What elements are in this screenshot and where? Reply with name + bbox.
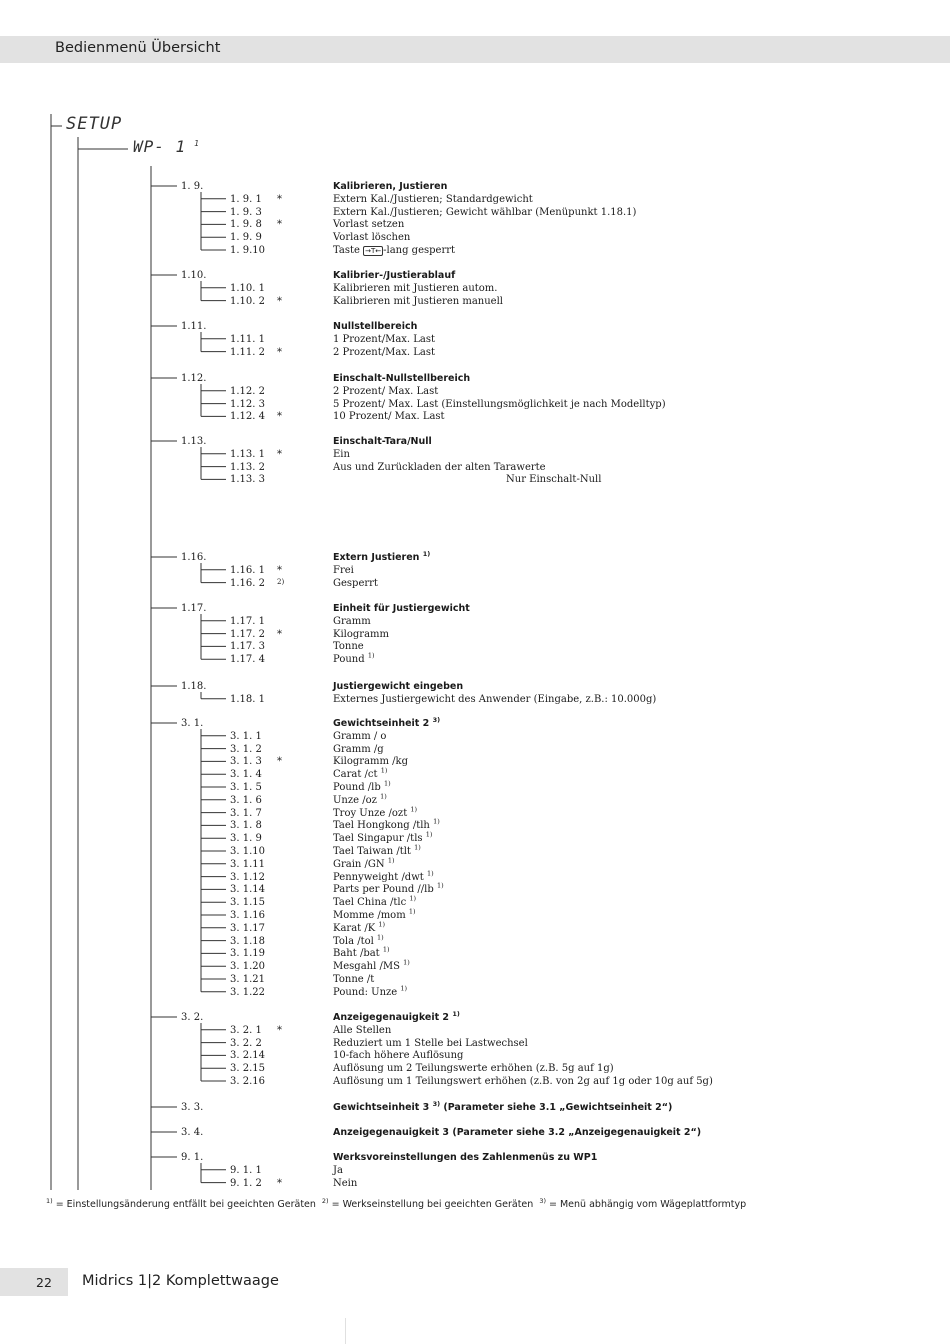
item-text-label: 10-fach höhere Auflösung	[333, 1050, 464, 1062]
group-title-suffix: (Parameter siehe 3.1 „Gewichtseinheit 2“)	[440, 1102, 673, 1113]
group-title-text: Anzeigegenauigkeit 3 (Parameter siehe 3.2 „Anzeigegenauigkeit 2“)	[333, 1127, 702, 1138]
group-title-text: Einschalt-Nullstellbereich	[333, 373, 471, 384]
group-title-text: Gewichtseinheit 3	[333, 1102, 430, 1113]
item-text-label: Karat /K	[333, 922, 376, 934]
group-title-text: Nullstellbereich	[333, 321, 418, 332]
item-code: 3. 1.11	[230, 858, 265, 870]
item-code: 3. 1. 2	[230, 743, 262, 755]
item-text-label: Pennyweight /dwt	[333, 871, 424, 883]
item-text	[333, 1178, 357, 1190]
item-text	[333, 1165, 343, 1177]
footnote-item	[46, 1196, 316, 1210]
item-text-label: Auflösung um 1 Teilungswert erhöhen (z.B. von 2g auf 1g oder 10g auf 5g)	[333, 1076, 713, 1087]
group-code: 9. 1.	[181, 1152, 204, 1163]
footnote-item	[321, 1196, 534, 1210]
footnote-mark: 1)	[367, 651, 375, 660]
item-text-label: Tael Hongkong /tlh	[333, 820, 430, 832]
item-text-label: Pound /lb	[333, 782, 381, 793]
item-text-label: Kilogramm	[333, 628, 389, 640]
item-text	[333, 894, 417, 909]
item-code: 3. 1.15	[230, 897, 265, 909]
item-text	[506, 474, 601, 486]
item-code: 3. 2.14	[230, 1050, 265, 1062]
item-text	[333, 694, 656, 706]
item-text-label: Pound: Unze	[333, 986, 398, 998]
group-title	[333, 321, 417, 333]
group-title-text: Anzeigegenauigkeit 2	[333, 1012, 450, 1023]
item-text-label: 10 Prozent/ Max. Last	[333, 411, 445, 423]
footnote-mark: 1)	[425, 830, 433, 839]
item-text	[333, 1076, 713, 1088]
item-code: 1.11. 1	[230, 333, 265, 345]
item-text-label: Tael Taiwan /tlt	[333, 846, 411, 857]
item-code: 3. 2.15	[230, 1063, 265, 1075]
item-text	[333, 411, 445, 423]
footnote-mark: 1)	[46, 1196, 53, 1205]
footnotes	[46, 1196, 752, 1210]
default-star: *	[277, 346, 282, 358]
item-text	[333, 629, 389, 641]
item-code: 9. 1. 2	[230, 1177, 262, 1189]
default-star: *	[277, 411, 282, 423]
group-code: 1.12.	[181, 373, 207, 384]
default-star: *	[277, 219, 282, 231]
item-code: 3. 1. 3	[230, 756, 262, 768]
crop-mark	[345, 1318, 346, 1344]
item-text-label: Gramm	[333, 615, 371, 627]
item-text-label: Aus und Zurückladen der alten Tarawerte	[333, 461, 546, 473]
item-text	[333, 449, 350, 461]
item-text	[333, 907, 416, 922]
footnote-text: = Menü abhängig vom Wägeplattformtyp	[545, 1199, 747, 1210]
group-title	[333, 681, 463, 693]
group-code: 3. 1.	[181, 718, 204, 729]
item-text	[333, 194, 533, 206]
item-text	[333, 805, 418, 820]
item-text-label: 1 Prozent/Max. Last	[333, 333, 436, 345]
group-title-text: Einheit für Justiergewicht	[333, 603, 470, 614]
group-code: 1.11.	[181, 321, 207, 332]
tare-key-icon: →T←	[365, 247, 382, 255]
item-text	[333, 766, 388, 781]
footnote-mark: 2)	[321, 1196, 329, 1205]
footnote-text: = Einstellungsänderung entfällt bei geeichten Geräten	[52, 1199, 316, 1210]
footnote-mark: 3)	[432, 715, 441, 724]
group-code: 3. 3.	[181, 1102, 204, 1113]
group-title	[333, 181, 447, 193]
item-text	[333, 578, 378, 590]
item-text-label: Parts per Pound //lb	[333, 884, 434, 896]
group-code: 3. 4.	[181, 1127, 204, 1138]
default-star: *	[277, 193, 282, 205]
item-text	[333, 651, 375, 666]
footnote-mark: 1)	[387, 856, 395, 865]
footnote-mark: 1)	[436, 882, 444, 891]
item-text	[333, 1050, 463, 1062]
item-code: 3. 1. 1	[230, 730, 262, 742]
footnote-mark: 1)	[422, 549, 431, 558]
group-title	[333, 1127, 701, 1139]
footnote-mark: 3)	[539, 1196, 546, 1205]
item-text-label: Baht /bat	[333, 948, 380, 960]
default-star: *	[277, 448, 282, 460]
item-text	[333, 1025, 391, 1037]
item-code: 3. 1.22	[230, 986, 265, 998]
item-code: 9. 1. 1	[230, 1164, 262, 1176]
item-code: 1.17. 3	[230, 641, 265, 653]
item-code: 1.10. 2	[230, 295, 265, 307]
group-title	[333, 1009, 460, 1024]
footnote-mark: 1)	[377, 933, 384, 942]
wp1-lcd-label	[133, 137, 200, 156]
item-code: 3. 1. 6	[230, 794, 262, 806]
item-text-label: Grain /GN	[333, 858, 385, 870]
item-text	[333, 974, 374, 986]
footnote-mark: 2)	[277, 577, 285, 586]
footnote-mark: 1)	[383, 779, 391, 788]
footnote-mark: 1)	[426, 869, 434, 878]
item-code: 1.12. 4	[230, 411, 265, 423]
item-code: 3. 2.16	[230, 1076, 265, 1087]
item-code: 1.17. 2	[230, 628, 265, 640]
item-text	[333, 792, 387, 807]
item-code: 1.10. 1	[230, 282, 265, 294]
item-text-label: Gramm / o	[333, 730, 387, 742]
footnote-mark: 1)	[382, 946, 390, 955]
group-title	[333, 549, 431, 564]
item-code: 1. 9. 8	[230, 219, 262, 231]
item-text-label: Carat /ct	[333, 769, 378, 781]
item-text	[333, 958, 410, 973]
footnote-mark: 1)	[403, 958, 410, 967]
item-text	[333, 884, 444, 896]
item-text-label: Nur Einschalt-Null	[506, 474, 602, 486]
default-star: *	[277, 295, 282, 307]
item-text	[333, 245, 455, 257]
footer-title: Midrics 1|2 Komplettwaage	[82, 1273, 279, 1289]
item-text	[333, 869, 434, 884]
group-title-text: Einschalt-Tara/Null	[333, 436, 432, 447]
page-title: Bedienmenü Übersicht	[55, 40, 221, 56]
item-code: 3. 1. 7	[230, 807, 262, 819]
item-text	[333, 565, 354, 577]
item-code: 1.13. 3	[230, 474, 265, 486]
item-text-label: Tael China /tlc	[333, 897, 407, 909]
item-text	[333, 948, 390, 960]
item-text-label: Troy Unze /ozt	[333, 807, 408, 819]
group-title	[333, 270, 455, 282]
item-text	[333, 856, 395, 871]
item-code: 3. 1.16	[230, 910, 265, 921]
wp1-text: WP- 1	[133, 137, 187, 156]
item-code: 1.12. 2	[230, 385, 265, 397]
item-text-label: Alle Stellen	[333, 1024, 392, 1036]
default-star: *	[277, 1177, 282, 1189]
item-text-label: Pound	[333, 654, 365, 666]
item-text-label: Ein	[333, 448, 350, 460]
group-title-text: Extern Justieren	[333, 552, 420, 563]
default-star: *	[277, 628, 282, 640]
item-code: 3. 1. 4	[230, 769, 262, 781]
footnote-mark: 1)	[410, 805, 418, 814]
item-code: 3. 1.18	[230, 935, 265, 947]
item-code: 1.16. 2	[230, 577, 265, 589]
item-text	[333, 219, 404, 231]
group-title	[333, 715, 441, 730]
item-text	[333, 1063, 614, 1075]
item-text	[333, 616, 371, 628]
item-text-label: Reduziert um 1 Stelle bei Lastwechsel	[333, 1037, 528, 1049]
item-text-label: Nein	[333, 1177, 358, 1189]
item-code: 1.11. 2	[230, 346, 265, 358]
item-text-post: -lang gesperrt	[383, 245, 456, 256]
item-text-label: 2 Prozent/Max. Last	[333, 346, 436, 358]
item-text	[333, 984, 408, 999]
item-code: 3. 1.19	[230, 948, 265, 960]
footnote-text: = Werkseinstellung bei geeichten Geräten	[328, 1199, 534, 1210]
footnote-mark: 1)	[400, 984, 408, 993]
item-text-label: Kilogramm /kg	[333, 756, 409, 768]
item-text-label: Externes Justiergewicht des Anwender (Eingabe, z.B.: 10.000g)	[333, 693, 657, 705]
group-code: 1.18.	[181, 681, 207, 692]
default-star: *	[277, 564, 282, 576]
group-title-text: Kalibrier-/Justierablauf	[333, 270, 456, 281]
item-code: 1.16. 1	[230, 564, 265, 576]
footnote-mark: 1)	[452, 1009, 460, 1018]
default-star: *	[277, 1024, 282, 1036]
item-text	[333, 207, 636, 219]
item-text	[333, 399, 666, 411]
item-code: 3. 1. 9	[230, 833, 262, 845]
item-text	[333, 641, 364, 653]
item-text-label: Kalibrieren mit Justieren manuell	[333, 295, 503, 307]
item-text-label: Vorlast setzen	[333, 219, 405, 231]
item-code: 1. 9.10	[230, 245, 265, 256]
item-code: 3. 2. 2	[230, 1037, 262, 1049]
default-star: *	[277, 756, 282, 768]
item-text-label: Tonne /t	[333, 974, 375, 985]
item-text	[333, 334, 435, 346]
item-code: 3. 1.14	[230, 884, 265, 896]
item-text	[333, 232, 410, 244]
group-title	[333, 373, 470, 385]
item-text-label: Unze /oz	[333, 794, 377, 806]
item-text	[333, 843, 421, 858]
group-title	[333, 436, 432, 448]
item-text	[333, 347, 435, 359]
item-text-label: Gesperrt	[333, 577, 378, 589]
item-code: 1.18. 1	[230, 693, 265, 705]
item-text	[333, 283, 497, 295]
item-text-label: 5 Prozent/ Max. Last (Einstellungsmöglichkeit je nach Modelltyp)	[333, 398, 666, 410]
group-title-text: Justiergewicht eingeben	[333, 681, 464, 692]
footnote-mark: 1)	[380, 766, 388, 775]
item-code: 1. 9. 1	[230, 193, 262, 205]
item-text	[333, 296, 503, 308]
group-title	[333, 1099, 673, 1114]
group-code: 1.17.	[181, 603, 207, 614]
item-code: 1.13. 2	[230, 461, 265, 473]
footnote-mark: 1)	[433, 818, 440, 827]
item-code: 1.17. 1	[230, 615, 265, 627]
item-text-label: Ja	[333, 1164, 343, 1176]
item-text-label: Tola /tol	[333, 935, 374, 947]
item-code: 1. 9. 3	[230, 206, 262, 218]
footnote-mark: 1)	[378, 920, 386, 929]
item-text-label: Extern Kal./Justieren; Gewicht wählbar (Menüpunkt 1.18.1)	[333, 206, 637, 218]
item-text-label: Tael Singapur /tls	[333, 833, 423, 845]
group-title	[333, 1152, 597, 1164]
item-code: 1. 9. 9	[230, 232, 262, 244]
item-code: 3. 1.10	[230, 846, 265, 857]
item-code: 3. 1.20	[230, 961, 265, 973]
item-text-label: Tonne	[333, 641, 364, 653]
item-code: 3. 1.21	[230, 974, 265, 985]
item-text	[333, 1038, 528, 1050]
footnote-mark: 1)	[409, 894, 417, 903]
wp1-footnote-mark: 1	[194, 138, 200, 148]
item-text	[333, 820, 440, 832]
group-title	[333, 603, 470, 615]
group-code: 1.10.	[181, 270, 207, 281]
footnote-mark: 3)	[432, 1099, 441, 1108]
group-title-text: Kalibrieren, Justieren	[333, 181, 448, 192]
item-text-label: 2 Prozent/ Max. Last	[333, 385, 439, 397]
item-text	[333, 933, 384, 948]
footnote-mark: 1)	[408, 907, 416, 916]
item-text-label: Gramm /g	[333, 743, 384, 755]
footer-band	[0, 1268, 68, 1296]
setup-lcd-label: SETUP	[66, 114, 123, 134]
item-text-label: Extern Kal./Justieren; Standardgewicht	[333, 193, 533, 205]
item-code: 1.13. 1	[230, 448, 265, 460]
item-text-pre: Taste	[333, 245, 364, 256]
group-code: 1. 9.	[181, 181, 204, 192]
item-text-label: Kalibrieren mit Justieren autom.	[333, 282, 498, 294]
item-text	[333, 756, 408, 768]
item-text	[333, 731, 386, 743]
item-text-label: Momme /mom	[333, 910, 406, 921]
item-text	[333, 462, 546, 474]
footnote-mark: 1)	[380, 792, 387, 801]
group-code: 1.16.	[181, 552, 207, 563]
group-title-text: Werksvoreinstellungen des Zahlenmenüs zu WP1	[333, 1152, 598, 1163]
item-code: 3. 1. 5	[230, 782, 262, 793]
item-text	[333, 386, 438, 398]
item-code: 3. 1.17	[230, 922, 265, 934]
item-code: 1.17. 4	[230, 654, 265, 666]
group-title-text: Gewichtseinheit 2	[333, 718, 430, 729]
group-code: 1.13.	[181, 436, 207, 447]
item-code: 3. 1.12	[230, 871, 265, 883]
footnote-mark: 1)	[414, 843, 421, 852]
item-text-label: Frei	[333, 564, 354, 576]
item-code: 3. 1. 8	[230, 820, 262, 832]
item-text	[333, 744, 384, 756]
page-number: 22	[36, 1275, 52, 1290]
item-code: 3. 2. 1	[230, 1024, 262, 1036]
item-text-label: Vorlast löschen	[333, 232, 411, 244]
item-code: 1.12. 3	[230, 398, 265, 410]
footnote-item	[539, 1196, 747, 1210]
group-code: 3. 2.	[181, 1012, 204, 1023]
item-text-label: Mesgahl /MS	[333, 961, 400, 973]
item-text-label: Auflösung um 2 Teilungswerte erhöhen (z.B. 5g auf 1g)	[333, 1063, 614, 1075]
